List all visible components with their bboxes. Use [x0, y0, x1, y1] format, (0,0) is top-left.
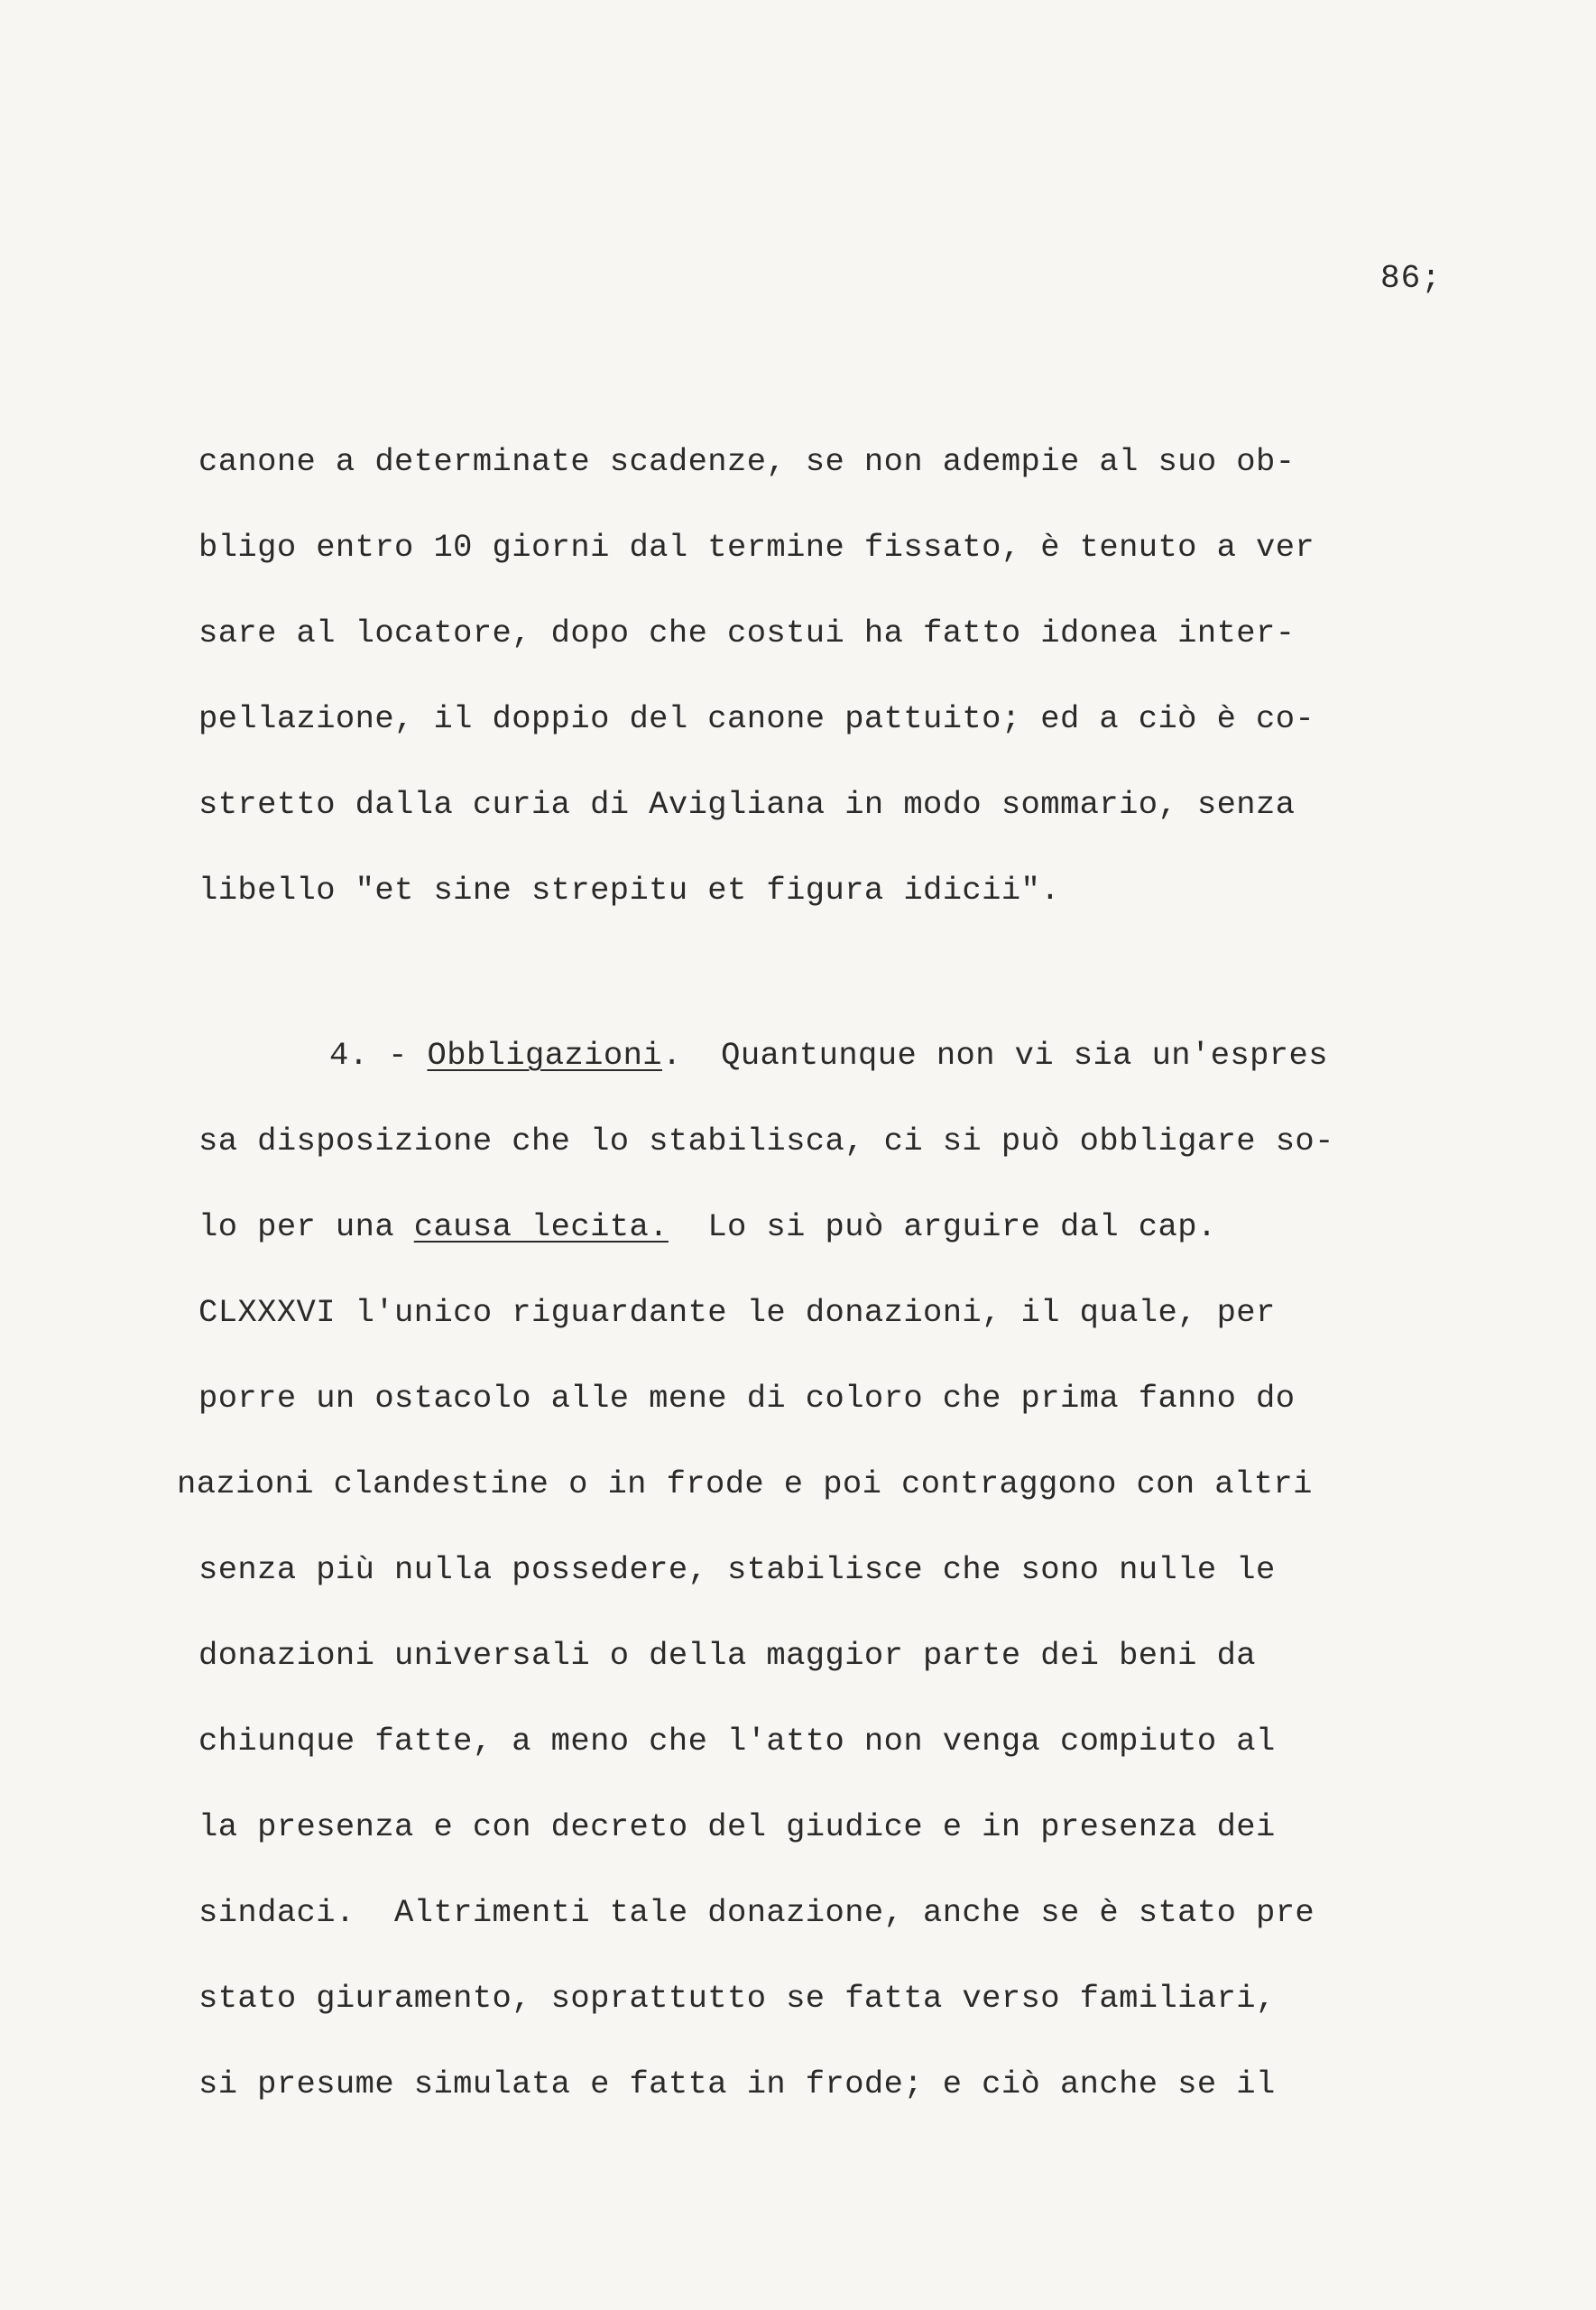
text-line: stretto dalla curia di Avigliana in modo sommario, senza [198, 786, 1296, 823]
page-number: 86; [1380, 260, 1442, 297]
text-line: stato giuramento, soprattutto se fatta verso familiari, [198, 1980, 1276, 2017]
text-line: la presenza e con decreto del giudice e in presenza dei [198, 1808, 1276, 1845]
text-line: bligo entro 10 giorni dal termine fissato, è tenuto a ver [198, 529, 1315, 566]
text-line: si presume simulata e fatta in frode; e ciò anche se il [198, 2065, 1276, 2102]
text-line: libello "et sine strepitu et figura idicii". [198, 872, 1060, 909]
text-line: donazioni universali o della maggior parte dei beni da [198, 1637, 1256, 1674]
text-segment: Lo si può arguire dal cap. [668, 1208, 1217, 1245]
text-line [198, 1209, 1217, 1245]
text-line: sindaci. Altrimenti tale donazione, anche se è stato pre [198, 1894, 1315, 1931]
text-line: sa disposizione che lo stabilisca, ci si può obbligare so- [198, 1123, 1334, 1160]
text-line: senza più nulla possedere, stabilisce che sono nulle le [198, 1551, 1276, 1588]
underlined-phrase: causa lecita. [413, 1208, 669, 1245]
section-number: 4. - [329, 1037, 428, 1074]
text-line: pellazione, il doppio del canone pattuito; ed a ciò è co- [198, 700, 1315, 737]
text-line: sare al locatore, dopo che costui ha fatto idonea inter- [198, 614, 1296, 651]
text-segment: lo per una [198, 1208, 414, 1245]
text-line: nazioni clandestine o in frode e poi contraggono con altri [177, 1465, 1313, 1502]
section-heading: Obbligazioni [427, 1037, 662, 1074]
text-line: porre un ostacolo alle mene di coloro che prima fanno do [198, 1380, 1296, 1417]
text-segment: Quantunque non vi sia un'espres [681, 1037, 1328, 1074]
section-heading-line [329, 1038, 1328, 1074]
text-line: chiunque fatte, a meno che l'atto non venga compiuto al [198, 1723, 1276, 1760]
text-line: CLXXXVI l'unico riguardante le donazioni, il quale, per [198, 1294, 1276, 1331]
heading-dot: . [661, 1037, 682, 1074]
text-line: canone a determinate scadenze, se non adempie al suo ob- [198, 443, 1296, 480]
